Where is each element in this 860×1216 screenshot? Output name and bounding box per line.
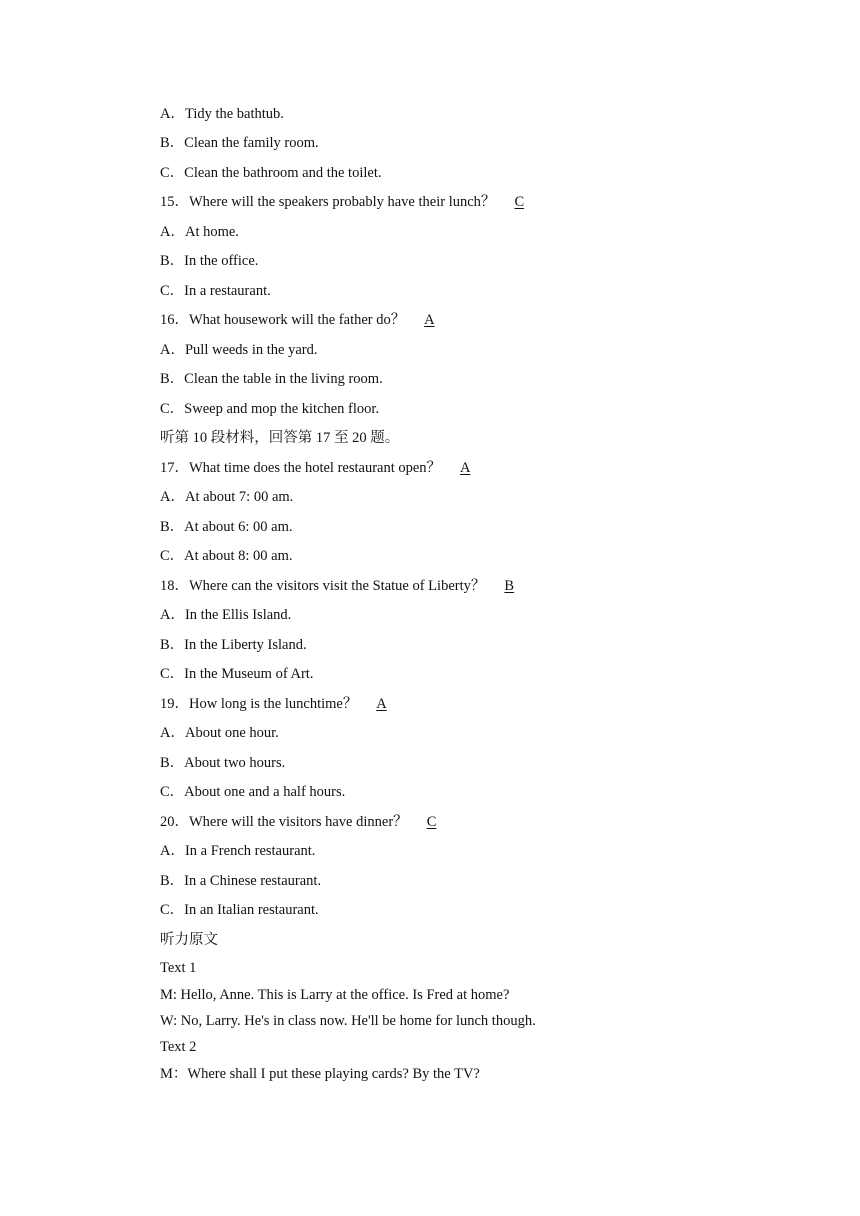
q18-answer: B	[504, 578, 515, 594]
q19-option-b: B．About two hours.	[160, 755, 286, 771]
q19-question: 19．How long is the lunchtime？	[160, 696, 358, 712]
q16-option-a: A．Pull weeds in the yard.	[160, 342, 318, 358]
q15-answer: C	[514, 194, 525, 210]
q17-option-b: B．At about 6: 00 am.	[160, 519, 293, 535]
transcript-text1-w: W: No, Larry. He's in class now. He'll be home for lunch though.	[160, 1013, 536, 1029]
transcript-text1-m: M: Hello, Anne. This is Larry at the office. Is Fred at home?	[160, 987, 510, 1003]
q17-question: 17．What time does the hotel restaurant open？	[160, 460, 442, 476]
q19-option-c: C．About one and a half hours.	[160, 784, 346, 800]
q19-answer: A	[376, 696, 387, 712]
q18-option-b: B．In the Liberty Island.	[160, 637, 307, 653]
transcript-text2-label: Text 2	[160, 1039, 197, 1055]
q16-option-b: B．Clean the table in the living room.	[160, 371, 383, 387]
q20-option-c: C．In an Italian restaurant.	[160, 902, 319, 918]
q15-question-line	[160, 193, 532, 211]
q14-option-b: B．Clean the family room.	[160, 135, 319, 151]
q15-option-b: B．In the office.	[160, 253, 259, 269]
q19-option-a: A．About one hour.	[160, 725, 279, 741]
q20-answer: C	[426, 814, 437, 830]
q17-question-line	[160, 459, 478, 477]
q15-option-a: A．At home.	[160, 224, 239, 240]
q16-question: 16．What housework will the father do？	[160, 312, 406, 328]
q18-question: 18．Where can the visitors visit the Statue of Liberty？	[160, 578, 486, 594]
transcript-text1-label: Text 1	[160, 960, 197, 976]
q20-question: 20．Where will the visitors have dinner？	[160, 814, 408, 830]
q19-question-line	[160, 695, 395, 713]
transcript-text2-m: M：Where shall I put these playing cards? By the TV?	[160, 1066, 480, 1082]
q20-option-a: A．In a French restaurant.	[160, 843, 316, 859]
q14-option-a: A．Tidy the bathtub.	[160, 106, 284, 122]
q17-answer: A	[459, 460, 471, 476]
q16-answer: A	[424, 312, 435, 328]
q18-question-line	[160, 577, 522, 595]
q20-option-b: B．In a Chinese restaurant.	[160, 873, 322, 889]
q18-option-a: A．In the Ellis Island.	[160, 607, 292, 623]
q14-option-c: C．Clean the bathroom and the toilet.	[160, 165, 382, 181]
q16-question-line	[160, 311, 443, 329]
q15-option-c: C．In a restaurant.	[160, 283, 271, 299]
q16-option-c: C．Sweep and mop the kitchen floor.	[160, 401, 380, 417]
transcript-heading: 听力原文	[160, 932, 218, 948]
q18-option-c: C．In the Museum of Art.	[160, 666, 314, 682]
q20-question-line	[160, 813, 445, 831]
q17-option-c: C．At about 8: 00 am.	[160, 548, 293, 564]
q17-option-a: A．At about 7: 00 am.	[160, 489, 294, 505]
q15-question: 15．Where will the speakers probably have their lunch？	[160, 194, 496, 210]
section-instruction: 听第 10 段材料，回答第 17 至 20 题。	[160, 430, 400, 446]
